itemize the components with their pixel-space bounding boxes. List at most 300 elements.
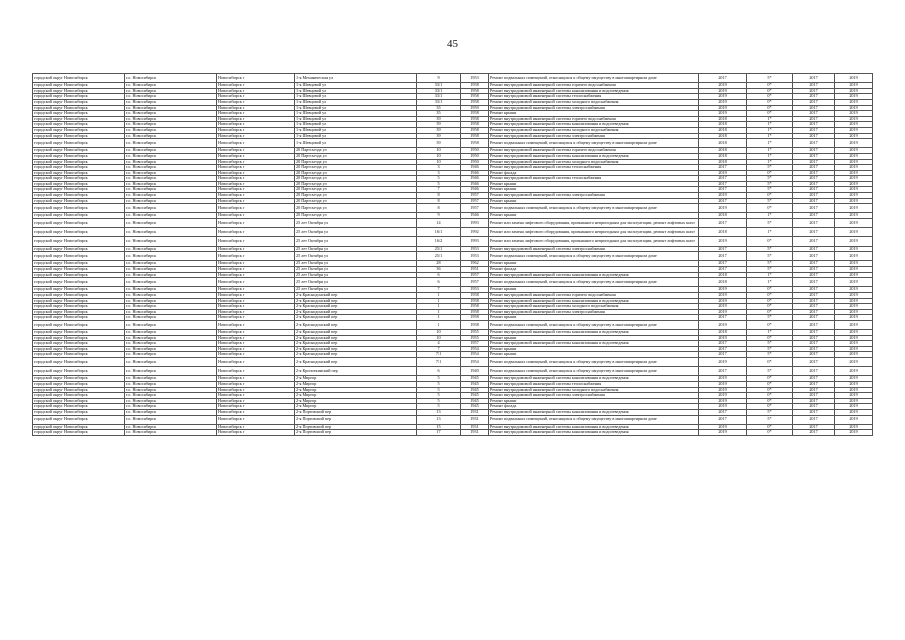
district-cell: г.о. Новосибирск (125, 187, 217, 193)
priority-cell: 0* (747, 237, 793, 246)
priority-cell: 0* (747, 94, 793, 100)
built-year-cell: 1931 (461, 410, 489, 416)
district-cell: г.о. Новосибирск (125, 298, 217, 304)
work-type-cell: Ремонт внутридомовой инженерной системы горячего водоснабжения (489, 116, 699, 122)
house-number-cell: 5 (417, 176, 461, 182)
work-type-cell: Ремонт подвальных помещений, относящихся к общему имуществу в многоквартирном доме (489, 74, 699, 83)
district-cell: г.о. Новосибирск (125, 415, 217, 424)
street-cell: 25 лет Октября ул (295, 246, 417, 252)
street-cell: 2-я Миргор (295, 393, 417, 399)
built-year-cell: 1993 (461, 237, 489, 246)
district-cell: г.о. Новосибирск (125, 148, 217, 154)
table-row (33, 219, 873, 228)
city-cell: Новосибирск г (217, 330, 295, 336)
priority-cell: 0* (747, 335, 793, 341)
priority-cell: 1* (747, 159, 793, 165)
street-cell: 25 лет Октября ул (295, 252, 417, 261)
planned-year-cell: 2019 (699, 287, 747, 293)
period-start-cell: 2017 (793, 139, 835, 148)
planned-year-cell: 2019 (699, 88, 747, 94)
city-cell: Новосибирск г (217, 105, 295, 111)
district-cell: г.о. Новосибирск (125, 94, 217, 100)
street-cell: 1-я Шевцовой ул (295, 105, 417, 111)
priority-cell: 5* (747, 252, 793, 261)
planned-year-cell: 2018 (699, 133, 747, 139)
planned-year-cell: 2018 (699, 228, 747, 237)
work-type-cell: Ремонт внутридомовой инженерной системы теплоснабжения (489, 94, 699, 100)
period-start-cell: 2017 (793, 382, 835, 388)
city-cell: Новосибирск г (217, 320, 295, 329)
planned-year-cell: 2019 (699, 358, 747, 367)
street-cell: 2-я Миргор (295, 398, 417, 404)
district-cell: г.о. Новосибирск (125, 261, 217, 267)
period-end-cell: 2019 (835, 99, 873, 105)
priority-cell: 0* (747, 376, 793, 382)
work-type-cell: Ремонт внутридомовой инженерной системы электроснабжения (489, 193, 699, 199)
planned-year-cell: 2019 (699, 424, 747, 430)
priority-cell: 0* (747, 382, 793, 388)
city-cell: Новосибирск г (217, 387, 295, 393)
priority-cell: 0* (747, 111, 793, 117)
street-cell: 20 Партсъезда ул (295, 159, 417, 165)
street-cell: 1-я Шевцовой ул (295, 99, 417, 105)
house-number-cell: 1 (417, 320, 461, 329)
priority-cell: 5* (747, 246, 793, 252)
house-number-cell: 5 (417, 376, 461, 382)
work-type-cell: Ремонт подвальных помещений, относящихся к общему имуществу в многоквартирном доме (489, 278, 699, 287)
municipality-cell: городской округ Новосибирск (33, 320, 125, 329)
work-type-cell: Ремонт или замена лифтового оборудования, признанного непригодным для эксплуатации, ремонт лифтовых шахт (489, 219, 699, 228)
house-number-cell: 3 (417, 165, 461, 171)
table-row (33, 320, 873, 329)
built-year-cell: 1957 (461, 193, 489, 199)
priority-cell: 1* (747, 148, 793, 154)
period-start-cell: 2017 (793, 266, 835, 272)
district-cell: г.о. Новосибирск (125, 278, 217, 287)
planned-year-cell: 2018 (699, 127, 747, 133)
work-type-cell: Ремонт фасада (489, 266, 699, 272)
work-type-cell: Ремонт внутридомовой инженерной системы канализования и водоотведения (489, 88, 699, 94)
period-start-cell: 2017 (793, 176, 835, 182)
period-start-cell: 2017 (793, 193, 835, 199)
built-year-cell: 1945 (461, 404, 489, 410)
period-start-cell: 2017 (793, 153, 835, 159)
municipality-cell: городской округ Новосибирск (33, 74, 125, 83)
period-start-cell: 2017 (793, 415, 835, 424)
period-end-cell: 2019 (835, 320, 873, 329)
street-cell: 20 Партсъезда ул (295, 170, 417, 176)
city-cell: Новосибирск г (217, 237, 295, 246)
period-start-cell: 2017 (793, 304, 835, 310)
city-cell: Новосибирск г (217, 358, 295, 367)
district-cell: г.о. Новосибирск (125, 335, 217, 341)
period-end-cell: 2019 (835, 165, 873, 171)
work-type-cell: Ремонт внутридомовой инженерной системы канализования и водоотведения (489, 410, 699, 416)
municipality-cell: городской округ Новосибирск (33, 298, 125, 304)
municipality-cell: городской округ Новосибирск (33, 83, 125, 89)
municipality-cell: городской округ Новосибирск (33, 252, 125, 261)
period-start-cell: 2017 (793, 237, 835, 246)
built-year-cell: 1945 (461, 387, 489, 393)
district-cell: г.о. Новосибирск (125, 213, 217, 219)
built-year-cell: 1945 (461, 382, 489, 388)
city-cell: Новосибирск г (217, 111, 295, 117)
work-type-cell: Ремонт внутридомовой инженерной системы холодного водоснабжения (489, 99, 699, 105)
house-number-cell: 13 (417, 415, 461, 424)
street-cell: 2-я Краснодонский пер (295, 358, 417, 367)
priority-cell: 1* (747, 272, 793, 278)
municipality-cell: городской округ Новосибирск (33, 330, 125, 336)
house-number-cell: 36 (417, 266, 461, 272)
period-end-cell: 2019 (835, 116, 873, 122)
priority-cell: 1* (747, 228, 793, 237)
planned-year-cell: 2018 (699, 139, 747, 148)
period-start-cell: 2017 (793, 148, 835, 154)
district-cell: г.о. Новосибирск (125, 204, 217, 213)
city-cell: Новосибирск г (217, 122, 295, 128)
street-cell: 20 Партсъезда ул (295, 165, 417, 171)
city-cell: Новосибирск г (217, 410, 295, 416)
built-year-cell: 1958 (461, 88, 489, 94)
period-start-cell: 2017 (793, 309, 835, 315)
period-start-cell: 2017 (793, 393, 835, 399)
city-cell: Новосибирск г (217, 198, 295, 204)
city-cell: Новосибирск г (217, 176, 295, 182)
city-cell: Новосибирск г (217, 159, 295, 165)
municipality-cell: городской округ Новосибирск (33, 410, 125, 416)
planned-year-cell: 2017 (699, 266, 747, 272)
work-type-cell: Ремонт внутридомовой инженерной системы канализования и водоотведения (489, 298, 699, 304)
municipality-cell: городской округ Новосибирск (33, 404, 125, 410)
period-start-cell: 2017 (793, 352, 835, 358)
period-start-cell: 2017 (793, 165, 835, 171)
priority-cell: 0* (747, 424, 793, 430)
work-type-cell: Ремонт подвальных помещений, относящихся к общему имуществу в многоквартирном доме (489, 252, 699, 261)
street-cell: 2-я Краснодонский пер (295, 335, 417, 341)
period-end-cell: 2019 (835, 424, 873, 430)
work-type-cell: Ремонт внутридомовой инженерной системы горячего водоснабжения (489, 148, 699, 154)
priority-cell: 0* (747, 88, 793, 94)
city-cell: Новосибирск г (217, 99, 295, 105)
priority-cell: 5* (747, 165, 793, 171)
house-number-cell: 8 (417, 193, 461, 199)
priority-cell: 0* (747, 170, 793, 176)
work-type-cell: Ремонт крыши (489, 261, 699, 267)
priority-cell: 0* (747, 398, 793, 404)
built-year-cell: 1958 (461, 127, 489, 133)
municipality-cell: городской округ Новосибирск (33, 228, 125, 237)
city-cell: Новосибирск г (217, 346, 295, 352)
priority-cell: 5* (747, 341, 793, 347)
period-start-cell: 2017 (793, 83, 835, 89)
priority-cell: 1* (747, 153, 793, 159)
period-end-cell: 2019 (835, 122, 873, 128)
period-start-cell: 2017 (793, 367, 835, 376)
work-type-cell: Ремонт или замена лифтового оборудования, признанного непригодным для эксплуатации, ремонт лифтовых шахт (489, 237, 699, 246)
municipality-cell: городской округ Новосибирск (33, 367, 125, 376)
district-cell: г.о. Новосибирск (125, 252, 217, 261)
house-number-cell: 25/1 (417, 246, 461, 252)
table-row (33, 237, 873, 246)
built-year-cell: 1992 (461, 228, 489, 237)
table-row (33, 367, 873, 376)
municipality-cell: городской округ Новосибирск (33, 315, 125, 321)
priority-cell: 0* (747, 387, 793, 393)
planned-year-cell: 2019 (699, 404, 747, 410)
house-number-cell: 33/1 (417, 94, 461, 100)
table-row (33, 415, 873, 424)
built-year-cell: 1958 (461, 111, 489, 117)
street-cell: 1-я Шевцовой ул (295, 88, 417, 94)
planned-year-cell: 2019 (699, 387, 747, 393)
period-end-cell: 2019 (835, 148, 873, 154)
work-type-cell: Ремонт подвальных помещений, относящихся к общему имуществу в многоквартирном доме (489, 204, 699, 213)
house-number-cell: 10 (417, 330, 461, 336)
built-year-cell: 1962 (461, 261, 489, 267)
house-number-cell: 15 (417, 424, 461, 430)
city-cell: Новосибирск г (217, 94, 295, 100)
period-start-cell: 2017 (793, 252, 835, 261)
work-type-cell: Ремонт крыши (489, 398, 699, 404)
municipality-cell: городской округ Новосибирск (33, 335, 125, 341)
period-start-cell: 2017 (793, 430, 835, 436)
period-start-cell: 2017 (793, 287, 835, 293)
street-cell: 20 Партсъезда ул (295, 204, 417, 213)
planned-year-cell: 2018 (699, 159, 747, 165)
priority-cell: 0* (747, 204, 793, 213)
period-start-cell: 2017 (793, 272, 835, 278)
period-end-cell: 2019 (835, 398, 873, 404)
house-number-cell: 6 (417, 367, 461, 376)
period-end-cell: 2019 (835, 430, 873, 436)
city-cell: Новосибирск г (217, 341, 295, 347)
work-type-cell: Ремонт внутридомовой инженерной системы канализования и водоотведения (489, 341, 699, 347)
planned-year-cell: 2019 (699, 292, 747, 298)
city-cell: Новосибирск г (217, 266, 295, 272)
house-number-cell: 13 (417, 410, 461, 416)
city-cell: Новосибирск г (217, 213, 295, 219)
planned-year-cell: 2019 (699, 170, 747, 176)
house-number-cell: 17 (417, 430, 461, 436)
street-cell: 1-я Шевцовой ул (295, 94, 417, 100)
period-start-cell: 2017 (793, 261, 835, 267)
municipality-cell: городской округ Новосибирск (33, 278, 125, 287)
street-cell: 25 лет Октября ул (295, 228, 417, 237)
district-cell: г.о. Новосибирск (125, 272, 217, 278)
district-cell: г.о. Новосибирск (125, 237, 217, 246)
built-year-cell: 1931 (461, 424, 489, 430)
period-start-cell: 2017 (793, 376, 835, 382)
district-cell: г.о. Новосибирск (125, 352, 217, 358)
house-number-cell: 5 (417, 398, 461, 404)
period-end-cell: 2019 (835, 261, 873, 267)
priority-cell: 0* (747, 320, 793, 329)
district-cell: г.о. Новосибирск (125, 133, 217, 139)
city-cell: Новосибирск г (217, 165, 295, 171)
planned-year-cell: 2017 (699, 415, 747, 424)
period-end-cell: 2019 (835, 94, 873, 100)
district-cell: г.о. Новосибирск (125, 165, 217, 171)
built-year-cell: 1931 (461, 415, 489, 424)
priority-cell: 5* (747, 74, 793, 83)
period-end-cell: 2019 (835, 88, 873, 94)
period-start-cell: 2017 (793, 404, 835, 410)
house-number-cell: 39 (417, 122, 461, 128)
district-cell: г.о. Новосибирск (125, 320, 217, 329)
municipality-cell: городской округ Новосибирск (33, 153, 125, 159)
priority-cell: 5* (747, 346, 793, 352)
period-end-cell: 2019 (835, 111, 873, 117)
built-year-cell: 1950 (461, 159, 489, 165)
street-cell: 20 Партсъезда ул (295, 193, 417, 199)
district-cell: г.о. Новосибирск (125, 228, 217, 237)
period-end-cell: 2019 (835, 346, 873, 352)
planned-year-cell: 2018 (699, 153, 747, 159)
municipality-cell: городской округ Новосибирск (33, 127, 125, 133)
house-number-cell: 1 (417, 304, 461, 310)
street-cell: 2-я Краснодонский пер (295, 298, 417, 304)
period-start-cell: 2017 (793, 187, 835, 193)
city-cell: Новосибирск г (217, 83, 295, 89)
priority-cell: 5* (747, 266, 793, 272)
district-cell: г.о. Новосибирск (125, 292, 217, 298)
house-number-cell: 7 (417, 287, 461, 293)
district-cell: г.о. Новосибирск (125, 346, 217, 352)
period-start-cell: 2017 (793, 116, 835, 122)
street-cell: 1-я Шевцовой ул (295, 127, 417, 133)
district-cell: г.о. Новосибирск (125, 382, 217, 388)
district-cell: г.о. Новосибирск (125, 287, 217, 293)
district-cell: г.о. Новосибирск (125, 198, 217, 204)
municipality-cell: городской округ Новосибирск (33, 204, 125, 213)
municipality-cell: городской округ Новосибирск (33, 304, 125, 310)
house-number-cell: 10 (417, 335, 461, 341)
planned-year-cell: 2017 (699, 219, 747, 228)
municipality-cell: городской округ Новосибирск (33, 133, 125, 139)
work-type-cell: Ремонт подвальных помещений, относящихся к общему имуществу в многоквартирном доме (489, 320, 699, 329)
street-cell: 2-я Миргор (295, 382, 417, 388)
planned-year-cell: 2019 (699, 111, 747, 117)
street-cell: 2-я Портовский пер (295, 415, 417, 424)
period-end-cell: 2019 (835, 246, 873, 252)
work-type-cell: Ремонт внутридомовой инженерной системы канализования и водоотведения (489, 430, 699, 436)
period-end-cell: 2019 (835, 387, 873, 393)
house-number-cell: 16/2 (417, 237, 461, 246)
city-cell: Новосибирск г (217, 278, 295, 287)
street-cell: 20 Партсъезда ул (295, 198, 417, 204)
municipality-cell: городской округ Новосибирск (33, 105, 125, 111)
district-cell: г.о. Новосибирск (125, 358, 217, 367)
period-start-cell: 2017 (793, 213, 835, 219)
priority-cell: 5* (747, 410, 793, 416)
period-start-cell: 2017 (793, 74, 835, 83)
period-end-cell: 2019 (835, 198, 873, 204)
built-year-cell: 1954 (461, 358, 489, 367)
city-cell: Новосибирск г (217, 74, 295, 83)
built-year-cell: 1950 (461, 148, 489, 154)
planned-year-cell: 2019 (699, 335, 747, 341)
planned-year-cell: 2017 (699, 261, 747, 267)
priority-cell: 5* (747, 415, 793, 424)
period-end-cell: 2019 (835, 304, 873, 310)
table-row (33, 204, 873, 213)
planned-year-cell: 2017 (699, 346, 747, 352)
period-end-cell: 2019 (835, 376, 873, 382)
period-end-cell: 2019 (835, 170, 873, 176)
municipality-cell: городской округ Новосибирск (33, 193, 125, 199)
house-number-cell: 10 (417, 148, 461, 154)
district-cell: г.о. Новосибирск (125, 404, 217, 410)
city-cell: Новосибирск г (217, 204, 295, 213)
work-type-cell: Ремонт внутридомовой инженерной системы электроснабжения (489, 309, 699, 315)
priority-cell: 0* (747, 105, 793, 111)
table-row (33, 252, 873, 261)
house-number-cell: 35 (417, 105, 461, 111)
work-type-cell: Ремонт внутридомовой инженерной системы канализования и водоотведения (489, 122, 699, 128)
street-cell: 25 лет Октября ул (295, 278, 417, 287)
district-cell: г.о. Новосибирск (125, 376, 217, 382)
municipality-cell: городской округ Новосибирск (33, 181, 125, 187)
priority-cell: 1* (747, 139, 793, 148)
period-end-cell: 2019 (835, 139, 873, 148)
house-number-cell: 10 (417, 153, 461, 159)
city-cell: Новосибирск г (217, 309, 295, 315)
city-cell: Новосибирск г (217, 352, 295, 358)
period-start-cell: 2017 (793, 387, 835, 393)
table-row (33, 430, 873, 436)
house-number-cell: 14 (417, 219, 461, 228)
street-cell: 2-я Кропоткинский пер (295, 367, 417, 376)
city-cell: Новосибирск г (217, 398, 295, 404)
built-year-cell: 1954 (461, 352, 489, 358)
planned-year-cell: 2019 (699, 83, 747, 89)
priority-cell: 5* (747, 261, 793, 267)
street-cell: 2-я Миргор (295, 376, 417, 382)
city-cell: Новосибирск г (217, 127, 295, 133)
house-number-cell: 7/1 (417, 352, 461, 358)
period-end-cell: 2019 (835, 187, 873, 193)
district-cell: г.о. Новосибирск (125, 176, 217, 182)
work-type-cell: Ремонт подвальных помещений, относящихся к общему имуществу в многоквартирном доме (489, 139, 699, 148)
period-start-cell: 2017 (793, 398, 835, 404)
city-cell: Новосибирск г (217, 261, 295, 267)
work-type-cell: Ремонт крыши (489, 315, 699, 321)
period-start-cell: 2017 (793, 159, 835, 165)
built-year-cell: 1959 (461, 105, 489, 111)
district-cell: г.о. Новосибирск (125, 430, 217, 436)
planned-year-cell: 2017 (699, 315, 747, 321)
district-cell: г.о. Новосибирск (125, 341, 217, 347)
period-start-cell: 2017 (793, 278, 835, 287)
city-cell: Новосибирск г (217, 376, 295, 382)
priority-cell: 0* (747, 99, 793, 105)
house-number-cell: 25/1 (417, 252, 461, 261)
period-end-cell: 2019 (835, 382, 873, 388)
city-cell: Новосибирск г (217, 187, 295, 193)
priority-cell: 1* (747, 330, 793, 336)
house-number-cell: 9 (417, 213, 461, 219)
street-cell: 2-я Портовский пер (295, 410, 417, 416)
street-cell: 1-я Шевцовой ул (295, 116, 417, 122)
planned-year-cell: 2017 (699, 341, 747, 347)
period-start-cell: 2017 (793, 170, 835, 176)
street-cell: 2-я Краснодонский пер (295, 292, 417, 298)
period-start-cell: 2017 (793, 99, 835, 105)
period-end-cell: 2019 (835, 292, 873, 298)
built-year-cell: 1940 (461, 367, 489, 376)
municipality-cell: городской округ Новосибирск (33, 187, 125, 193)
priority-cell: 5* (747, 176, 793, 182)
